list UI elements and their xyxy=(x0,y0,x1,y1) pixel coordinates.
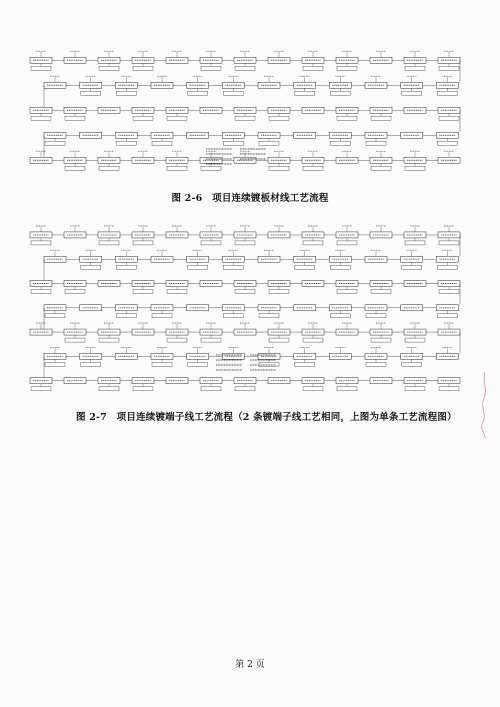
water-wash-box xyxy=(337,66,357,70)
water-wash-box xyxy=(31,116,51,120)
water-wash-box xyxy=(116,141,136,145)
water-wash-box xyxy=(366,314,386,318)
water-wash-box xyxy=(167,338,187,342)
water-wash-box xyxy=(405,338,425,342)
water-wash-box xyxy=(65,338,85,342)
water-wash-box xyxy=(259,362,279,366)
water-wash-box xyxy=(116,91,136,95)
water-wash-box xyxy=(269,290,289,294)
water-wash-box xyxy=(45,314,65,318)
water-wash-box xyxy=(330,91,350,95)
water-wash-box xyxy=(371,166,391,170)
water-wash-box xyxy=(337,241,357,245)
figure-caption-2-6: 图 2-6 项目连续镀板材线工艺流程 xyxy=(171,193,329,204)
water-wash-box xyxy=(167,116,187,120)
water-wash-box xyxy=(45,362,65,366)
water-wash-box xyxy=(99,66,119,70)
water-wash-box xyxy=(371,116,391,120)
water-wash-box xyxy=(133,66,153,70)
water-wash-box xyxy=(295,362,315,366)
water-wash-box xyxy=(437,91,457,95)
water-wash-box xyxy=(337,116,357,120)
water-wash-box xyxy=(31,241,51,245)
water-wash-box xyxy=(303,66,323,70)
water-wash-box xyxy=(371,338,391,342)
water-wash-box xyxy=(99,241,119,245)
water-wash-box xyxy=(405,166,425,170)
water-wash-box xyxy=(303,166,323,170)
flow-diagram-terminal-plating-line xyxy=(26,215,480,395)
water-wash-box xyxy=(133,290,153,294)
water-wash-box xyxy=(371,290,391,294)
water-wash-box xyxy=(235,116,255,120)
water-wash-box xyxy=(405,66,425,70)
water-wash-box xyxy=(402,265,422,269)
water-wash-box xyxy=(337,387,357,391)
water-wash-box xyxy=(405,241,425,245)
water-wash-box xyxy=(152,362,172,366)
water-wash-box xyxy=(223,91,243,95)
water-wash-box xyxy=(223,314,243,318)
water-wash-box xyxy=(295,91,315,95)
water-wash-box xyxy=(330,141,350,145)
water-wash-box xyxy=(439,290,459,294)
water-wash-box xyxy=(188,91,208,95)
water-wash-box xyxy=(259,141,279,145)
water-wash-box xyxy=(65,116,85,120)
water-wash-box xyxy=(330,314,350,318)
water-wash-box xyxy=(31,66,51,70)
water-wash-box xyxy=(366,141,386,145)
water-wash-box xyxy=(439,387,459,391)
water-wash-box xyxy=(167,166,187,170)
water-wash-box xyxy=(235,290,255,294)
figure-caption-2-7: 图 2-7 项目连续镀端子线工艺流程（2 条镀端子线工艺相同，上图为单条工艺流程图） xyxy=(76,412,457,423)
handwritten-mark xyxy=(478,370,492,440)
water-wash-box xyxy=(31,290,51,294)
water-wash-box xyxy=(437,265,457,269)
water-wash-box xyxy=(303,241,323,245)
figure-2-7-process-flow-diagram xyxy=(26,215,480,395)
water-wash-box xyxy=(337,290,357,294)
water-wash-box xyxy=(259,314,279,318)
water-wash-box xyxy=(269,116,289,120)
page-number: 第 2 页 xyxy=(235,660,265,670)
water-wash-box xyxy=(81,91,101,95)
water-wash-box xyxy=(330,265,350,269)
water-wash-box xyxy=(201,241,221,245)
water-wash-box xyxy=(269,166,289,170)
water-wash-box xyxy=(116,314,136,318)
water-wash-box xyxy=(303,387,323,391)
water-wash-box xyxy=(201,387,221,391)
water-wash-box xyxy=(81,265,101,269)
water-wash-box xyxy=(133,387,153,391)
water-wash-box xyxy=(152,141,172,145)
water-wash-box xyxy=(152,314,172,318)
water-wash-box xyxy=(439,116,459,120)
flow-diagram-plating-plate-line xyxy=(26,40,480,175)
water-wash-box xyxy=(81,362,101,366)
water-wash-box xyxy=(223,265,243,269)
water-wash-box xyxy=(65,290,85,294)
water-wash-box xyxy=(235,241,255,245)
water-wash-box xyxy=(133,241,153,245)
water-wash-box xyxy=(45,141,65,145)
water-wash-box xyxy=(99,387,119,391)
water-wash-box xyxy=(437,141,457,145)
water-wash-box xyxy=(99,166,119,170)
water-wash-box xyxy=(31,387,51,391)
water-wash-box xyxy=(167,290,187,294)
figure-2-6-process-flow-diagram xyxy=(26,40,480,175)
water-wash-box xyxy=(269,338,289,342)
water-wash-box xyxy=(303,338,323,342)
water-wash-box xyxy=(116,265,136,269)
water-wash-box xyxy=(402,91,422,95)
water-wash-box xyxy=(201,166,221,170)
water-wash-box xyxy=(99,338,119,342)
water-wash-box xyxy=(133,116,153,120)
water-wash-box xyxy=(437,314,457,318)
water-wash-box xyxy=(201,66,221,70)
water-wash-box xyxy=(405,387,425,391)
water-wash-box xyxy=(439,66,459,70)
water-wash-box xyxy=(295,265,315,269)
water-wash-box xyxy=(235,387,255,391)
water-wash-box xyxy=(188,362,208,366)
water-wash-box xyxy=(402,362,422,366)
water-wash-box xyxy=(65,166,85,170)
water-wash-box xyxy=(235,66,255,70)
water-wash-box xyxy=(223,141,243,145)
water-wash-box xyxy=(439,241,459,245)
water-wash-box xyxy=(188,265,208,269)
water-wash-box xyxy=(201,338,221,342)
water-wash-box xyxy=(366,362,386,366)
